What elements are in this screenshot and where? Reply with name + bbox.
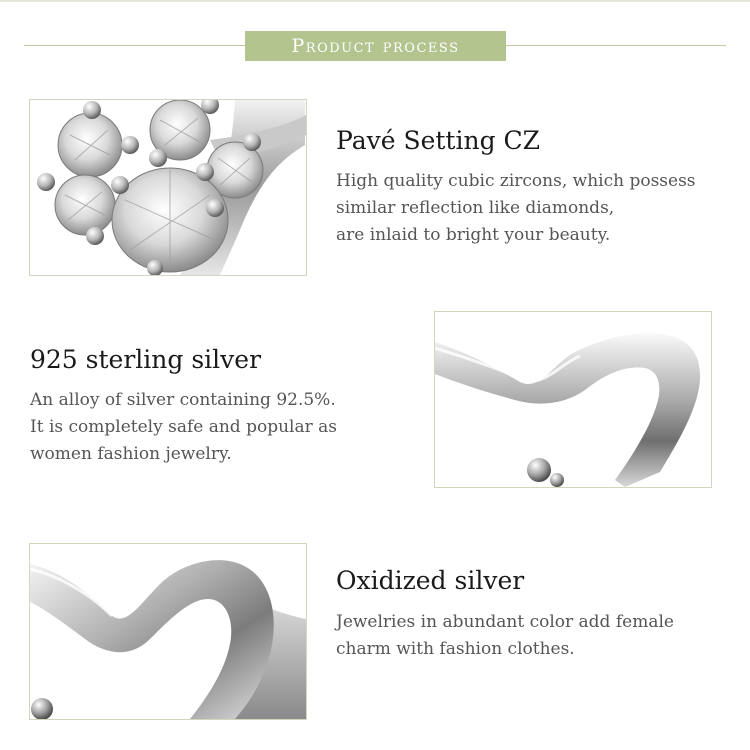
description-line: similar reflection like diamonds, (336, 198, 615, 218)
description-line: are inlaid to bright your beauty. (336, 225, 611, 245)
section-description-oxidized-silver (336, 609, 674, 663)
section-description-sterling-silver (30, 387, 337, 468)
description-line: High quality cubic zircons, which possess (336, 171, 696, 191)
section-title-oxidized-silver: Oxidized silver (336, 566, 525, 595)
description-line: Jewelries in abundant color add female (336, 612, 674, 632)
description-line: It is completely safe and popular as (30, 417, 338, 437)
section-description-pave-setting (336, 168, 696, 249)
section-header: Product process (245, 31, 506, 61)
section-title-sterling-silver: 925 sterling silver (30, 345, 262, 374)
description-line: women fashion jewelry. (30, 444, 232, 464)
description-line: An alloy of silver containing 92.5%. (30, 390, 336, 410)
header-rule-right (506, 45, 726, 46)
description-line: charm with fashion clothes. (336, 639, 575, 659)
top-divider (0, 0, 750, 2)
oxidized-silver-ring-image (29, 543, 307, 720)
silver-heart-band-image (434, 311, 712, 488)
pave-setting-closeup-image (29, 99, 307, 276)
header-rule-left (24, 45, 245, 46)
section-title-pave-setting: Pavé Setting CZ (336, 126, 541, 155)
